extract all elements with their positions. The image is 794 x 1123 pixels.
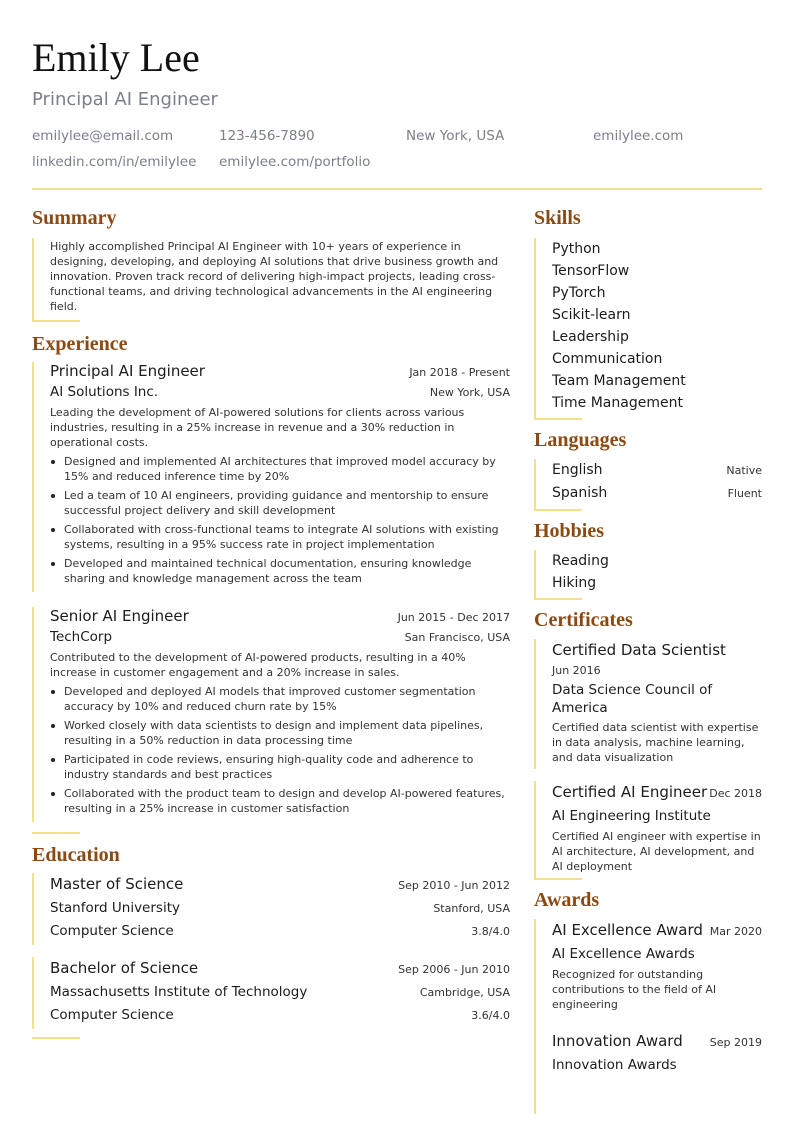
experience-item [32,607,510,822]
job-bullets [50,684,510,816]
summary-block [32,238,510,320]
edu-field: Computer Science [50,1007,174,1023]
candidate-title: Principal AI Engineer [32,89,218,110]
section-divider [534,878,582,880]
skill-item: Communication [552,351,663,367]
edu-field: Computer Science [50,923,174,939]
hobbies-heading: Hobbies [534,520,605,542]
certificate-name: Certified Data Scientist [552,641,726,659]
header-divider [32,188,762,190]
experience-heading: Experience [32,333,128,355]
edu-dates: Sep 2006 - Jun 2010 [398,963,510,976]
certificate-issuer: Data Science Council of America [552,682,713,716]
language-level: Native [726,464,762,477]
award-date: Sep 2019 [709,1036,762,1049]
language-item [552,459,762,482]
section-divider [534,598,582,600]
hobby-item: Reading [552,553,609,569]
skill-item: PyTorch [552,285,606,301]
job-dates: Jun 2015 - Dec 2017 [397,611,510,624]
awards-heading: Awards [534,889,600,911]
bullet-item: Led a team of 10 AI engineers, providing guidance and mentorship to ensure successful project delivery and skill development [50,488,510,518]
award-date: Mar 2020 [709,925,762,938]
edu-location: Stanford, USA [433,902,510,915]
skill-item: Team Management [552,373,686,389]
job-description: Leading the development of AI-powered solutions for clients across various industries, resulting in a 25% increase in revenue and a 30% reduction in operational costs. [50,406,465,449]
section-divider [32,320,80,322]
edu-dates: Sep 2010 - Jun 2012 [398,879,510,892]
bullet-item: Worked closely with data scientists to design and implement data pipelines, resulting in a 50% reduction in data processing time [50,718,510,748]
edu-school: Stanford University [50,900,180,916]
languages-heading: Languages [534,429,627,451]
language-item [552,482,762,505]
bullet-item: Developed and deployed AI models that improved customer segmentation accuracy by 10% and reduced churn rate by 15% [50,684,510,714]
hobbies-list [534,550,762,598]
right-column [534,206,762,1114]
certificate-date: Jun 2016 [552,664,601,677]
certificate-date: Dec 2018 [709,787,762,800]
award-item [534,1024,762,1114]
skills-heading: Skills [534,207,581,229]
language-level: Fluent [727,487,762,500]
job-role: Senior AI Engineer [50,607,189,625]
bullet-item: Collaborated with the product team to design and develop AI-powered features, resulting in a 25% increase in customer satisfaction [50,786,510,816]
contact-portfolio[interactable]: emilylee.com/portfolio [219,154,371,170]
summary-text: Highly accomplished Principal AI Engineer with 10+ years of experience in designing, developing, and deploying AI solutions that drive business growth and innovation. Proven track record of delivering high-impact projects, leading cross-functional teams, and driving technological advancements in the AI engineering field. [50,240,499,313]
contact-email[interactable]: emilylee@email.com [32,128,174,144]
bullet-item: Participated in code reviews, ensuring high-quality code and adherence to industry standards and best practices [50,752,510,782]
section-divider [32,1037,80,1039]
contact-linkedin[interactable]: linkedin.com/in/emilylee [32,154,197,170]
skill-item: Scikit-learn [552,307,631,323]
languages-list [534,459,762,509]
contact-phone[interactable]: 123-456-7890 [219,128,315,144]
job-company: AI Solutions Inc. [50,384,159,400]
section-divider [32,832,80,834]
award-name: AI Excellence Award [552,921,703,939]
education-heading: Education [32,844,120,866]
skill-item: TensorFlow [552,263,630,279]
experience-item [32,362,510,592]
job-location: San Francisco, USA [404,631,510,644]
section-divider [534,509,582,511]
edu-degree: Master of Science [50,875,184,893]
award-issuer: Innovation Awards [552,1057,677,1073]
language-name: English [552,462,603,478]
edu-gpa: 3.8/4.0 [471,925,510,938]
award-name: Innovation Award [552,1032,683,1050]
left-column [32,206,510,1039]
certificate-item [534,781,762,878]
certificate-description: Certified AI engineer with expertise in AI architecture, AI development, and AI deployment [552,830,761,873]
skill-item: Python [552,241,601,257]
certificate-issuer: AI Engineering Institute [552,808,711,824]
section-divider [534,418,582,420]
job-company: TechCorp [50,629,113,645]
edu-gpa: 3.6/4.0 [471,1009,510,1022]
bullet-item: Developed and maintained technical documentation, ensuring knowledge sharing and knowledge management across the team [50,556,510,586]
skill-item: Leadership [552,329,629,345]
contact-info [32,128,762,171]
job-location: New York, USA [429,386,510,399]
job-role: Principal AI Engineer [50,362,205,380]
education-item [32,873,510,945]
bullet-item: Collaborated with cross-functional teams to integrate AI solutions with existing systems, resulting in a 95% success rate in project implementation [50,522,510,552]
bullet-item: Designed and implemented AI architectures that improved model accuracy by 15% and reduced inference time by 20% [50,454,510,484]
award-issuer: AI Excellence Awards [552,946,695,962]
job-dates: Jan 2018 - Present [409,366,510,379]
contact-website[interactable]: emilylee.com [593,128,684,144]
education-item [32,957,510,1029]
award-item [534,919,762,1024]
job-bullets [50,454,510,586]
certificate-description: Certified data scientist with expertise in data analysis, machine learning, and data visualization [552,721,759,764]
skill-item: Time Management [552,395,683,411]
summary-heading: Summary [32,207,117,229]
award-description: Recognized for outstanding contributions to the field of AI engineering [552,968,717,1011]
contact-location: New York, USA [406,128,505,144]
hobby-item: Hiking [552,575,597,591]
candidate-name: Emily Lee [32,35,200,80]
edu-location: Cambridge, USA [419,986,510,999]
certificates-heading: Certificates [534,609,633,631]
certificate-name: Certified AI Engineer [552,783,708,801]
language-name: Spanish [552,485,608,501]
job-description: Contributed to the development of AI-powered products, resulting in a 40% increase in customer engagement and a 20% increase in sales. [50,651,466,679]
skills-list [534,238,762,418]
edu-school: Massachusetts Institute of Technology [50,984,308,1000]
certificate-item [534,639,762,769]
edu-degree: Bachelor of Science [50,959,199,977]
